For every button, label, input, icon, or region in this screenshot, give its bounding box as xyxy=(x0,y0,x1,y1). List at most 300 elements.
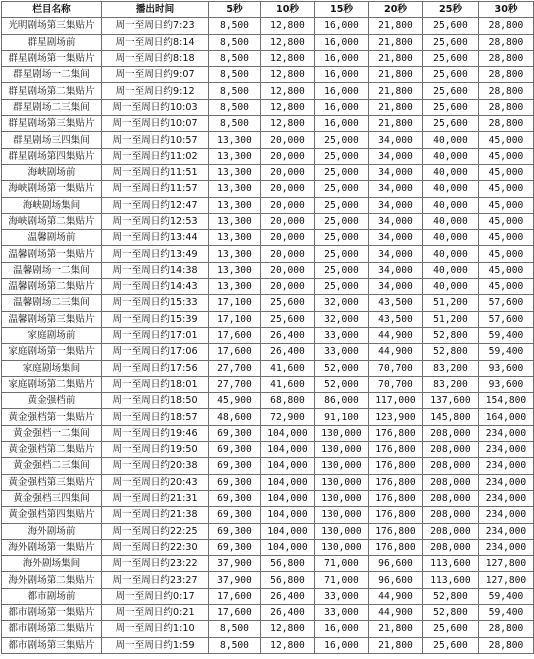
cell-rate-5s: 8,500 xyxy=(209,18,261,34)
cell-rate-25s: 208,000 xyxy=(423,458,479,474)
cell-rate-25s: 52,800 xyxy=(423,344,479,360)
cell-rate-20s: 96,600 xyxy=(369,572,423,588)
cell-rate-30s: 28,800 xyxy=(479,83,534,99)
cell-rate-10s: 12,800 xyxy=(261,67,315,83)
cell-rate-5s: 48,600 xyxy=(209,409,261,425)
cell-rate-5s: 8,500 xyxy=(209,116,261,132)
cell-rate-10s: 104,000 xyxy=(261,442,315,458)
cell-rate-30s: 234,000 xyxy=(479,425,534,441)
cell-air-time: 周一至周日约14:38 xyxy=(102,262,209,278)
cell-program-name: 家庭剧场第一集贴片 xyxy=(2,344,102,360)
cell-program-name: 都市剧场第二集贴片 xyxy=(2,621,102,637)
cell-air-time: 周一至周日约15:39 xyxy=(102,311,209,327)
cell-rate-5s: 8,500 xyxy=(209,67,261,83)
cell-rate-15s: 25,000 xyxy=(315,197,369,213)
cell-rate-25s: 25,600 xyxy=(423,67,479,83)
cell-rate-25s: 208,000 xyxy=(423,474,479,490)
cell-rate-30s: 57,600 xyxy=(479,295,534,311)
cell-rate-15s: 16,000 xyxy=(315,67,369,83)
cell-rate-5s: 13,300 xyxy=(209,262,261,278)
header-10s: 10秒 xyxy=(261,2,315,18)
cell-rate-30s: 127,800 xyxy=(479,572,534,588)
cell-air-time: 周一至周日约10:57 xyxy=(102,132,209,148)
cell-rate-25s: 208,000 xyxy=(423,425,479,441)
cell-program-name: 温馨剧场一二集间 xyxy=(2,262,102,278)
table-row xyxy=(2,360,534,376)
cell-rate-5s: 17,600 xyxy=(209,604,261,620)
cell-rate-10s: 26,400 xyxy=(261,327,315,343)
cell-rate-20s: 34,000 xyxy=(369,148,423,164)
table-row xyxy=(2,490,534,506)
cell-air-time: 周一至周日约14:43 xyxy=(102,279,209,295)
cell-rate-10s: 12,800 xyxy=(261,637,315,653)
cell-rate-30s: 28,800 xyxy=(479,18,534,34)
table-row xyxy=(2,34,534,50)
cell-rate-25s: 40,000 xyxy=(423,148,479,164)
cell-program-name: 群星剧场前 xyxy=(2,34,102,50)
cell-rate-5s: 69,300 xyxy=(209,425,261,441)
cell-rate-20s: 117,000 xyxy=(369,393,423,409)
cell-rate-10s: 20,000 xyxy=(261,246,315,262)
cell-rate-20s: 96,600 xyxy=(369,556,423,572)
cell-air-time: 周一至周日约13:44 xyxy=(102,230,209,246)
cell-rate-30s: 28,800 xyxy=(479,99,534,115)
cell-air-time: 周一至周日约23:22 xyxy=(102,556,209,572)
cell-air-time: 周一至周日约12:53 xyxy=(102,213,209,229)
cell-program-name: 海外剧场第二集贴片 xyxy=(2,572,102,588)
cell-rate-20s: 21,800 xyxy=(369,18,423,34)
cell-rate-10s: 20,000 xyxy=(261,262,315,278)
cell-air-time: 周一至周日约1:10 xyxy=(102,621,209,637)
cell-rate-10s: 26,400 xyxy=(261,588,315,604)
cell-rate-20s: 21,800 xyxy=(369,67,423,83)
cell-rate-30s: 45,000 xyxy=(479,279,534,295)
cell-rate-30s: 234,000 xyxy=(479,539,534,555)
cell-rate-25s: 40,000 xyxy=(423,246,479,262)
cell-rate-5s: 13,300 xyxy=(209,230,261,246)
cell-rate-25s: 25,600 xyxy=(423,34,479,50)
cell-rate-15s: 33,000 xyxy=(315,588,369,604)
cell-rate-5s: 8,500 xyxy=(209,637,261,653)
table-row xyxy=(2,230,534,246)
cell-rate-15s: 16,000 xyxy=(315,18,369,34)
cell-rate-5s: 69,300 xyxy=(209,539,261,555)
table-row xyxy=(2,604,534,620)
cell-rate-30s: 28,800 xyxy=(479,116,534,132)
cell-air-time: 周一至周日约22:30 xyxy=(102,539,209,555)
table-row xyxy=(2,637,534,653)
cell-air-time: 周一至周日约20:38 xyxy=(102,458,209,474)
cell-rate-25s: 40,000 xyxy=(423,181,479,197)
cell-rate-10s: 20,000 xyxy=(261,148,315,164)
cell-rate-25s: 51,200 xyxy=(423,295,479,311)
cell-rate-20s: 21,800 xyxy=(369,621,423,637)
cell-rate-30s: 93,600 xyxy=(479,360,534,376)
cell-rate-10s: 104,000 xyxy=(261,523,315,539)
cell-air-time: 周一至周日约7:23 xyxy=(102,18,209,34)
cell-rate-10s: 41,600 xyxy=(261,360,315,376)
cell-rate-5s: 17,600 xyxy=(209,588,261,604)
cell-rate-15s: 25,000 xyxy=(315,246,369,262)
cell-rate-15s: 71,000 xyxy=(315,556,369,572)
cell-rate-5s: 13,300 xyxy=(209,164,261,180)
cell-program-name: 黄金强档二三集间 xyxy=(2,458,102,474)
cell-rate-25s: 52,800 xyxy=(423,604,479,620)
table-row xyxy=(2,409,534,425)
cell-air-time: 周一至周日约8:18 xyxy=(102,50,209,66)
cell-rate-30s: 45,000 xyxy=(479,246,534,262)
cell-rate-30s: 28,800 xyxy=(479,67,534,83)
cell-rate-15s: 25,000 xyxy=(315,262,369,278)
cell-program-name: 温馨剧场二三集间 xyxy=(2,295,102,311)
table-row xyxy=(2,507,534,523)
cell-air-time: 周一至周日约10:07 xyxy=(102,116,209,132)
cell-rate-15s: 25,000 xyxy=(315,181,369,197)
cell-rate-25s: 83,200 xyxy=(423,376,479,392)
cell-rate-5s: 17,100 xyxy=(209,295,261,311)
cell-program-name: 海外剧场前 xyxy=(2,523,102,539)
cell-rate-30s: 45,000 xyxy=(479,164,534,180)
cell-rate-15s: 130,000 xyxy=(315,474,369,490)
cell-rate-15s: 25,000 xyxy=(315,213,369,229)
table-row xyxy=(2,458,534,474)
cell-air-time: 周一至周日约21:31 xyxy=(102,490,209,506)
cell-rate-20s: 44,900 xyxy=(369,588,423,604)
cell-rate-20s: 176,800 xyxy=(369,523,423,539)
cell-rate-10s: 25,600 xyxy=(261,295,315,311)
cell-rate-15s: 25,000 xyxy=(315,132,369,148)
cell-rate-20s: 34,000 xyxy=(369,181,423,197)
cell-rate-5s: 17,600 xyxy=(209,327,261,343)
cell-rate-25s: 137,600 xyxy=(423,393,479,409)
cell-rate-20s: 44,900 xyxy=(369,604,423,620)
cell-program-name: 海峡剧场第二集贴片 xyxy=(2,213,102,229)
cell-rate-20s: 176,800 xyxy=(369,474,423,490)
cell-rate-10s: 104,000 xyxy=(261,490,315,506)
cell-program-name: 温馨剧场前 xyxy=(2,230,102,246)
cell-rate-20s: 176,800 xyxy=(369,507,423,523)
cell-rate-20s: 44,900 xyxy=(369,327,423,343)
cell-rate-5s: 69,300 xyxy=(209,490,261,506)
cell-program-name: 黄金强档一二集间 xyxy=(2,425,102,441)
cell-rate-10s: 72,900 xyxy=(261,409,315,425)
cell-rate-30s: 234,000 xyxy=(479,523,534,539)
cell-rate-20s: 34,000 xyxy=(369,213,423,229)
cell-rate-10s: 12,800 xyxy=(261,116,315,132)
cell-program-name: 都市剧场第三集贴片 xyxy=(2,637,102,653)
cell-rate-15s: 25,000 xyxy=(315,230,369,246)
cell-rate-30s: 127,800 xyxy=(479,556,534,572)
cell-rate-20s: 43,500 xyxy=(369,311,423,327)
cell-rate-30s: 45,000 xyxy=(479,148,534,164)
cell-rate-5s: 8,500 xyxy=(209,83,261,99)
cell-rate-5s: 13,300 xyxy=(209,197,261,213)
cell-rate-10s: 20,000 xyxy=(261,230,315,246)
cell-program-name: 群星剧场一二集间 xyxy=(2,67,102,83)
cell-program-name: 群星剧场第二集贴片 xyxy=(2,83,102,99)
table-header-row xyxy=(2,2,534,18)
table-row xyxy=(2,425,534,441)
cell-rate-20s: 176,800 xyxy=(369,458,423,474)
cell-rate-25s: 208,000 xyxy=(423,442,479,458)
cell-air-time: 周一至周日约11:57 xyxy=(102,181,209,197)
cell-air-time: 周一至周日约9:07 xyxy=(102,67,209,83)
cell-rate-25s: 40,000 xyxy=(423,132,479,148)
cell-air-time: 周一至周日约23:27 xyxy=(102,572,209,588)
header-program-name: 栏目名称 xyxy=(2,2,102,18)
cell-rate-30s: 59,400 xyxy=(479,344,534,360)
cell-rate-20s: 21,800 xyxy=(369,99,423,115)
cell-program-name: 海峡剧场前 xyxy=(2,164,102,180)
cell-rate-10s: 104,000 xyxy=(261,425,315,441)
cell-air-time: 周一至周日约15:33 xyxy=(102,295,209,311)
cell-rate-5s: 13,300 xyxy=(209,213,261,229)
cell-program-name: 海外剧场集间 xyxy=(2,556,102,572)
cell-program-name: 黄金强档第四集贴片 xyxy=(2,507,102,523)
table-row xyxy=(2,148,534,164)
header-30s: 30秒 xyxy=(479,2,534,18)
cell-air-time: 周一至周日约17:56 xyxy=(102,360,209,376)
cell-rate-5s: 37,900 xyxy=(209,572,261,588)
cell-rate-20s: 123,900 xyxy=(369,409,423,425)
cell-rate-15s: 52,000 xyxy=(315,376,369,392)
table-row xyxy=(2,327,534,343)
table-row xyxy=(2,442,534,458)
cell-rate-25s: 25,600 xyxy=(423,637,479,653)
header-25s: 25秒 xyxy=(423,2,479,18)
cell-rate-25s: 113,600 xyxy=(423,572,479,588)
cell-rate-20s: 70,700 xyxy=(369,376,423,392)
cell-rate-30s: 93,600 xyxy=(479,376,534,392)
table-row xyxy=(2,50,534,66)
cell-rate-25s: 40,000 xyxy=(423,262,479,278)
table-row xyxy=(2,295,534,311)
cell-rate-15s: 16,000 xyxy=(315,637,369,653)
cell-rate-20s: 21,800 xyxy=(369,50,423,66)
table-row xyxy=(2,376,534,392)
cell-rate-10s: 26,400 xyxy=(261,344,315,360)
cell-rate-10s: 20,000 xyxy=(261,181,315,197)
cell-rate-5s: 8,500 xyxy=(209,34,261,50)
cell-program-name: 黄金强档第一集贴片 xyxy=(2,409,102,425)
cell-air-time: 周一至周日约11:51 xyxy=(102,164,209,180)
table-row xyxy=(2,588,534,604)
cell-rate-10s: 12,800 xyxy=(261,83,315,99)
cell-rate-25s: 113,600 xyxy=(423,556,479,572)
ad-rate-table xyxy=(1,1,534,654)
cell-rate-10s: 25,600 xyxy=(261,311,315,327)
cell-rate-5s: 13,300 xyxy=(209,132,261,148)
cell-rate-5s: 37,900 xyxy=(209,556,261,572)
cell-program-name: 黄金强档第三集贴片 xyxy=(2,474,102,490)
cell-rate-10s: 12,800 xyxy=(261,99,315,115)
cell-air-time: 周一至周日约10:03 xyxy=(102,99,209,115)
cell-rate-30s: 234,000 xyxy=(479,474,534,490)
cell-program-name: 群星剧场第四集贴片 xyxy=(2,148,102,164)
cell-rate-30s: 45,000 xyxy=(479,262,534,278)
cell-rate-10s: 20,000 xyxy=(261,279,315,295)
cell-rate-30s: 45,000 xyxy=(479,132,534,148)
cell-rate-15s: 130,000 xyxy=(315,490,369,506)
cell-rate-15s: 25,000 xyxy=(315,279,369,295)
header-15s: 15秒 xyxy=(315,2,369,18)
cell-program-name: 家庭剧场集间 xyxy=(2,360,102,376)
table-row xyxy=(2,556,534,572)
cell-rate-10s: 104,000 xyxy=(261,474,315,490)
cell-rate-20s: 21,800 xyxy=(369,83,423,99)
cell-rate-25s: 40,000 xyxy=(423,213,479,229)
cell-rate-30s: 45,000 xyxy=(479,197,534,213)
cell-rate-15s: 16,000 xyxy=(315,50,369,66)
cell-rate-20s: 34,000 xyxy=(369,230,423,246)
cell-rate-30s: 45,000 xyxy=(479,181,534,197)
cell-rate-25s: 208,000 xyxy=(423,523,479,539)
cell-program-name: 温馨剧场第二集贴片 xyxy=(2,279,102,295)
cell-rate-5s: 69,300 xyxy=(209,523,261,539)
cell-rate-15s: 52,000 xyxy=(315,360,369,376)
cell-rate-15s: 32,000 xyxy=(315,311,369,327)
cell-rate-10s: 12,800 xyxy=(261,621,315,637)
cell-air-time: 周一至周日约0:21 xyxy=(102,604,209,620)
table-row xyxy=(2,132,534,148)
table-row xyxy=(2,539,534,555)
cell-air-time: 周一至周日约8:14 xyxy=(102,34,209,50)
cell-rate-15s: 130,000 xyxy=(315,458,369,474)
cell-rate-25s: 25,600 xyxy=(423,50,479,66)
cell-rate-10s: 104,000 xyxy=(261,507,315,523)
cell-rate-30s: 57,600 xyxy=(479,311,534,327)
cell-rate-15s: 16,000 xyxy=(315,34,369,50)
cell-rate-20s: 34,000 xyxy=(369,197,423,213)
table-row xyxy=(2,18,534,34)
cell-rate-25s: 52,800 xyxy=(423,588,479,604)
cell-rate-10s: 12,800 xyxy=(261,34,315,50)
table-row xyxy=(2,344,534,360)
cell-rate-25s: 40,000 xyxy=(423,230,479,246)
cell-rate-20s: 43,500 xyxy=(369,295,423,311)
cell-rate-5s: 69,300 xyxy=(209,442,261,458)
cell-rate-25s: 25,600 xyxy=(423,99,479,115)
table-row xyxy=(2,262,534,278)
cell-air-time: 周一至周日约17:06 xyxy=(102,344,209,360)
cell-rate-20s: 44,900 xyxy=(369,344,423,360)
cell-air-time: 周一至周日约17:01 xyxy=(102,327,209,343)
table-row xyxy=(2,116,534,132)
table-row xyxy=(2,474,534,490)
cell-rate-25s: 83,200 xyxy=(423,360,479,376)
cell-air-time: 周一至周日约19:50 xyxy=(102,442,209,458)
cell-rate-15s: 33,000 xyxy=(315,344,369,360)
cell-air-time: 周一至周日约0:17 xyxy=(102,588,209,604)
cell-rate-10s: 12,800 xyxy=(261,18,315,34)
cell-rate-15s: 16,000 xyxy=(315,99,369,115)
cell-rate-10s: 20,000 xyxy=(261,164,315,180)
cell-rate-25s: 25,600 xyxy=(423,18,479,34)
table-body xyxy=(2,18,534,654)
cell-air-time: 周一至周日约18:01 xyxy=(102,376,209,392)
table-row xyxy=(2,197,534,213)
cell-rate-20s: 34,000 xyxy=(369,164,423,180)
cell-rate-5s: 17,600 xyxy=(209,344,261,360)
cell-program-name: 群星剧场三四集间 xyxy=(2,132,102,148)
cell-rate-5s: 13,300 xyxy=(209,246,261,262)
table-row xyxy=(2,393,534,409)
cell-rate-10s: 68,800 xyxy=(261,393,315,409)
cell-rate-10s: 56,800 xyxy=(261,556,315,572)
cell-rate-15s: 16,000 xyxy=(315,83,369,99)
cell-rate-15s: 32,000 xyxy=(315,295,369,311)
cell-rate-10s: 56,800 xyxy=(261,572,315,588)
cell-rate-5s: 13,300 xyxy=(209,148,261,164)
cell-rate-30s: 154,800 xyxy=(479,393,534,409)
cell-rate-15s: 25,000 xyxy=(315,148,369,164)
table-row xyxy=(2,67,534,83)
cell-rate-30s: 59,400 xyxy=(479,327,534,343)
cell-rate-25s: 208,000 xyxy=(423,507,479,523)
table-row xyxy=(2,213,534,229)
cell-rate-30s: 234,000 xyxy=(479,458,534,474)
table-row xyxy=(2,621,534,637)
cell-rate-20s: 70,700 xyxy=(369,360,423,376)
cell-rate-30s: 234,000 xyxy=(479,490,534,506)
table-row xyxy=(2,523,534,539)
cell-rate-30s: 59,400 xyxy=(479,588,534,604)
cell-program-name: 光明剧场第三集贴片 xyxy=(2,18,102,34)
cell-rate-15s: 130,000 xyxy=(315,539,369,555)
table-row xyxy=(2,83,534,99)
table-row xyxy=(2,164,534,180)
cell-program-name: 海峡剧场第一集贴片 xyxy=(2,181,102,197)
table-row xyxy=(2,572,534,588)
table-row xyxy=(2,246,534,262)
cell-rate-20s: 34,000 xyxy=(369,132,423,148)
cell-rate-10s: 104,000 xyxy=(261,458,315,474)
cell-rate-30s: 28,800 xyxy=(479,637,534,653)
cell-air-time: 周一至周日约18:50 xyxy=(102,393,209,409)
cell-rate-25s: 208,000 xyxy=(423,490,479,506)
cell-rate-25s: 51,200 xyxy=(423,311,479,327)
header-5s: 5秒 xyxy=(209,2,261,18)
cell-air-time: 周一至周日约11:02 xyxy=(102,148,209,164)
cell-rate-15s: 71,000 xyxy=(315,572,369,588)
cell-air-time: 周一至周日约20:43 xyxy=(102,474,209,490)
cell-program-name: 群星剧场第一集贴片 xyxy=(2,50,102,66)
cell-rate-5s: 13,300 xyxy=(209,279,261,295)
cell-rate-25s: 52,800 xyxy=(423,327,479,343)
cell-rate-30s: 45,000 xyxy=(479,213,534,229)
cell-rate-5s: 8,500 xyxy=(209,99,261,115)
cell-rate-30s: 164,000 xyxy=(479,409,534,425)
cell-rate-20s: 21,800 xyxy=(369,34,423,50)
cell-rate-30s: 28,800 xyxy=(479,50,534,66)
cell-rate-15s: 16,000 xyxy=(315,116,369,132)
cell-program-name: 黄金强档三四集间 xyxy=(2,490,102,506)
cell-air-time: 周一至周日约1:59 xyxy=(102,637,209,653)
table-row xyxy=(2,279,534,295)
table-row xyxy=(2,311,534,327)
cell-program-name: 温馨剧场第三集贴片 xyxy=(2,311,102,327)
table-row xyxy=(2,181,534,197)
cell-rate-20s: 176,800 xyxy=(369,539,423,555)
cell-rate-15s: 130,000 xyxy=(315,442,369,458)
cell-rate-10s: 12,800 xyxy=(261,50,315,66)
cell-air-time: 周一至周日约12:47 xyxy=(102,197,209,213)
table-row xyxy=(2,99,534,115)
cell-rate-20s: 21,800 xyxy=(369,637,423,653)
cell-rate-5s: 8,500 xyxy=(209,50,261,66)
cell-rate-25s: 40,000 xyxy=(423,164,479,180)
cell-rate-25s: 25,600 xyxy=(423,621,479,637)
